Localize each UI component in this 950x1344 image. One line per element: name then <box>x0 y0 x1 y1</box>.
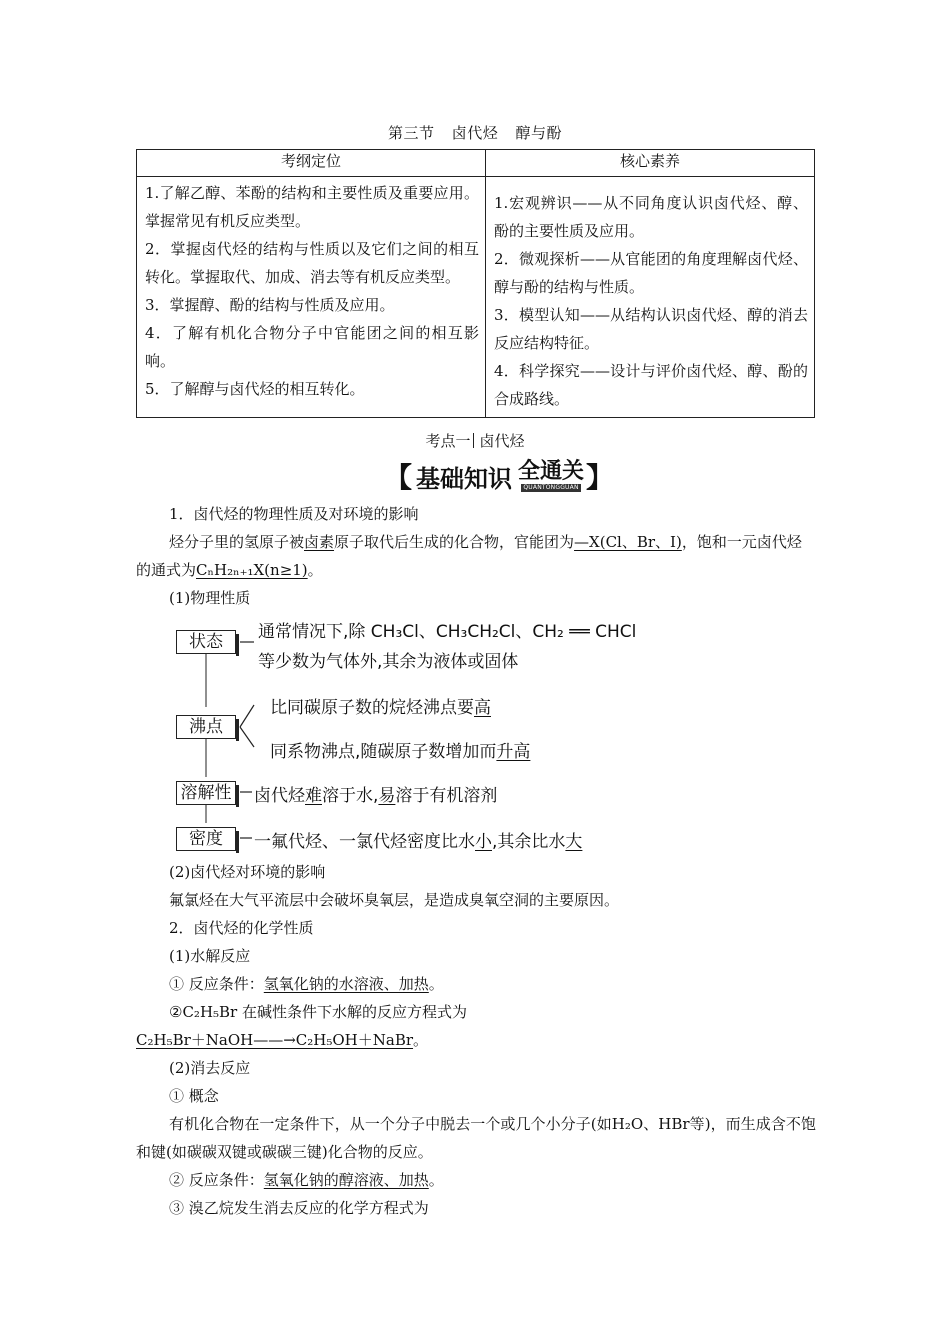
banner-left-bracket: 【 <box>384 461 413 494</box>
hydrolysis-equation: C₂H₅Br＋NaOH——→C₂H₅OH＋NaBr。 <box>136 1031 429 1049</box>
left-item: 2．掌握卤代烃的结构与性质以及它们之间的相互转化。掌握取代、加成、消去等有机反应类型。 <box>145 240 479 286</box>
solubility-text: 卤代烃难溶于水,易溶于有机溶剂 <box>254 786 498 806</box>
sec2-sub1: (1)水解反应 <box>169 947 251 965</box>
kaodian-topic: 卤代烃 <box>479 432 525 450</box>
title-part3: 醇与酚 <box>515 124 563 142</box>
banner-badge-text: 全通关 <box>518 458 585 484</box>
elimination-eq-intro: ③ 溴乙烷发生消去反应的化学方程式为 <box>169 1199 429 1217</box>
concept-text: 有机化合物在一定条件下，从一个分子中脱去一个或几个小分子(如H₂O、HBr等)，而生成含不饱和键(如碳碳双键或碳碳三键)化合物的反应。 <box>136 1115 816 1161</box>
right-cell <box>486 177 815 418</box>
separator <box>473 433 474 448</box>
density-text: 一氟代烃、一氯代烃密度比水小,其余比水大 <box>254 832 583 852</box>
sec1-heading: 1．卤代烃的物理性质及对环境的影响 <box>169 505 419 523</box>
hydrolysis-eq-intro: ②C₂H₅Br 在碱性条件下水解的反应方程式为 <box>169 1003 467 1021</box>
banner-text: 基础知识 <box>416 464 513 493</box>
sec2-sub2: (2)消去反应 <box>169 1059 251 1077</box>
right-item: 2．微观探析——从官能团的角度理解卤代烃、醇与酚的结构与性质。 <box>494 250 808 296</box>
right-item: 4．科学探究——设计与评价卤代烃、醇、酚的合成路线。 <box>494 362 808 408</box>
sec1-sub2: (2)卤代烃对环境的影响 <box>169 863 326 881</box>
bp-line1: 比同碳原子数的烷烃沸点要高 <box>270 698 491 718</box>
col-header-left: 考纲定位 <box>137 150 486 177</box>
title-part2: 卤代烃 <box>451 124 499 142</box>
kaodian-label: 考点一 <box>425 432 471 450</box>
hydrolysis-condition: ① 反应条件：氢氧化钠的水溶液、加热。 <box>169 975 444 993</box>
box-density: 密度 <box>176 827 236 851</box>
box-boiling-point: 沸点 <box>176 715 236 739</box>
title-part1: 第三节 <box>387 124 435 142</box>
box-state: 状态 <box>176 630 236 654</box>
environment-paragraph: 氟氯烃在大气平流层中会破坏臭氧层，是造成臭氧空洞的主要原因。 <box>169 891 620 909</box>
left-cell <box>137 177 486 418</box>
banner-badge-sub: QUANTONGGUAN <box>523 483 579 491</box>
state-line1: 通常情况下,除 CH₃Cl、CH₃CH₂Cl、CH₂ ══ CHCl <box>258 622 637 642</box>
sec1-paragraph: 烃分子里的氢原子被卤素原子取代后生成的化合物，官能团为—X(Cl、Br、I)，饱和一元卤代烃的通式为CₙH₂ₙ₊₁X(n≥1)。 <box>136 533 802 579</box>
branch-line <box>240 705 254 727</box>
outline-table <box>136 149 815 418</box>
physical-properties-diagram <box>172 615 672 860</box>
banner-right-bracket: 】 <box>586 461 615 494</box>
state-line2: 等少数为气体外,其余为液体或固体 <box>258 652 519 672</box>
left-item: 5．了解醇与卤代烃的相互转化。 <box>145 380 365 398</box>
col-header-right: 核心素养 <box>486 150 815 177</box>
left-item: 4．了解有机化合物分子中官能团之间的相互影响。 <box>145 324 479 370</box>
sec2-heading: 2．卤代烃的化学性质 <box>169 919 314 937</box>
concept-heading: ① 概念 <box>169 1087 219 1105</box>
left-item: 3．掌握醇、酚的结构与性质及应用。 <box>145 296 395 314</box>
right-item: 1.宏观辨识——从不同角度认识卤代烃、醇、酚的主要性质及应用。 <box>494 194 808 240</box>
sec1-sub1: (1)物理性质 <box>169 589 251 607</box>
bp-line2: 同系物沸点,随碳原子数增加而升高 <box>270 742 531 762</box>
section-banner <box>384 458 614 494</box>
right-item: 3．模型认知——从结构认识卤代烃、醇的消去反应结构特征。 <box>494 306 808 352</box>
left-item: 1.了解乙醇、苯酚的结构和主要性质及重要应用。掌握常见有机反应类型。 <box>145 184 479 230</box>
branch-line <box>240 727 254 747</box>
elimination-condition: ② 反应条件：氢氧化钠的醇溶液、加热。 <box>169 1171 444 1189</box>
kaodian-heading <box>0 430 950 451</box>
banner-badge <box>518 458 585 492</box>
box-solubility: 溶解性 <box>176 781 236 805</box>
section-title <box>0 122 950 143</box>
